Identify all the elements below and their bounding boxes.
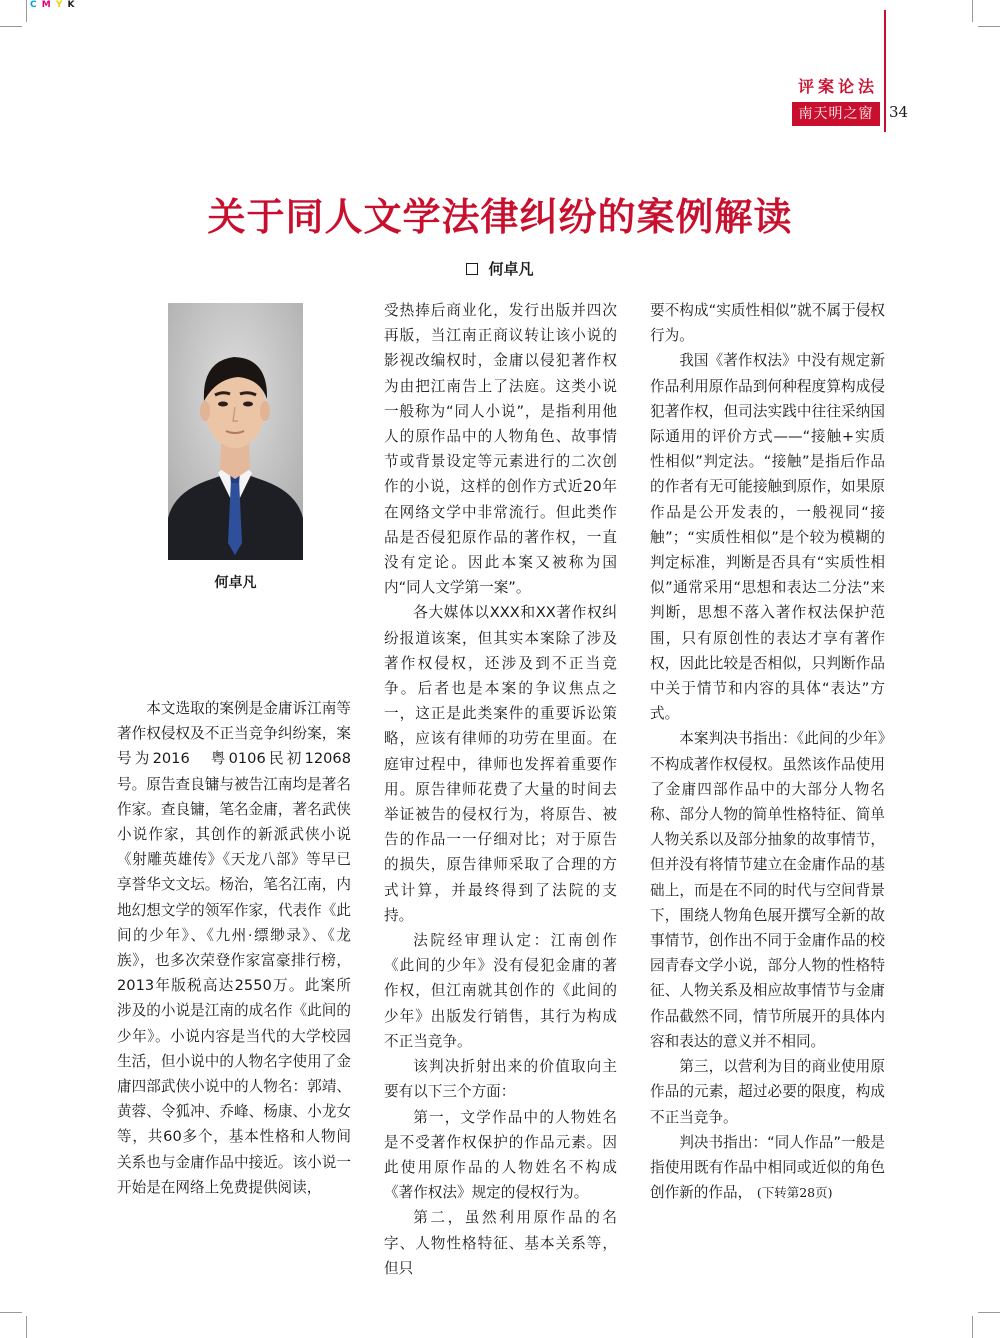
paragraph: 我国《著作权法》中没有规定新作品利用原作品到何种程度算构成侵犯著作权，但司法实践中往往采纳国际通用的评价方式——“接触+实质性相似”判定法。“接触”是指后作品的作者有无可能接触到原作，如果原作品是公开发表的，一般视同“接触”；“实质性相似”是个较为模糊的判定标准，判断是否具有“实质性相似”通常采用“思想和表达二分法”来判断，思想不落入著作权法保护范围，只有原创性的表达才享有著作权，因此比较是否相似，只判断作品中关于情节和内容的具体“表达”方式。 (650, 352, 885, 723)
paragraph-last (650, 1130, 885, 1206)
portrait-illustration (168, 303, 303, 560)
byline-square-icon (466, 263, 478, 275)
article-column-3 (650, 298, 885, 1205)
paragraph: 法院经审理认定：江南创作《此间的少年》没有侵犯金庸的著作权，但江南就其创作的《此间的少年》出版发行销售，其行为构成不正当竞争。 (384, 932, 617, 1050)
crop-mark (0, 26, 22, 27)
author-photo (168, 303, 303, 560)
section-label: 评案论法 (797, 77, 878, 96)
paragraph: 第一，文学作品中的人物姓名是不受著作权保护的作品元素。因此使用原作品的人物姓名不构成《著作权法》规定的侵权行为。 (384, 1108, 617, 1202)
paragraph: 第二，虽然利用原作品的名字、人物性格特征、基本关系等，但只 (384, 1209, 617, 1277)
paragraph: 各大媒体以XXX和XX著作权纠纷报道该案，但其实本案除了涉及著作权侵权，还涉及到不正当竞争。后者也是本案的争议焦点之一，这正是此类案件的重要诉讼策略，应该有律师的功劳在里面。在庭审过程中，律师也发挥着重要作用。原告律师花费了大量的时间去举证被告的侵权行为，将原告、被告的作品一一仔细对比；对于原告的损失，原告律师采取了合理的方式计算，并最终得到了法院的支持。 (384, 604, 617, 924)
cmyk-c: C (30, 0, 38, 10)
cmyk-m: M (41, 0, 52, 10)
paragraph: 该判决折射出来的价值取向主要有以下三个方面： (384, 1058, 617, 1101)
article-title: 关于同人文学法律纠纷的案例解读 (207, 195, 793, 239)
article-column-2 (384, 298, 617, 1281)
cmyk-y: Y (55, 0, 64, 10)
byline (0, 258, 1000, 279)
header-rule (884, 10, 886, 132)
author-name: 何卓凡 (488, 260, 534, 278)
paragraph: 第三，以营利为目的商业使用原作品的元素，超过必要的限度，构成不正当竞争。 (650, 1058, 885, 1126)
crop-mark (978, 1312, 1000, 1313)
crop-mark (972, 1316, 973, 1338)
page-number: 34 (889, 103, 909, 121)
paragraph-text: 判决书指出：“同人作品”一般是指使用既有作品中相同或近似的角色创作新的作品， (650, 1133, 885, 1202)
article-column-1 (117, 696, 351, 1200)
cmyk-color-bar (30, 0, 76, 10)
crop-mark (26, 1316, 27, 1338)
continued-on-note[interactable]: (下转第28页) (756, 1185, 833, 1201)
crop-mark (0, 1312, 22, 1313)
crop-mark (26, 0, 27, 22)
crop-mark (978, 26, 1000, 27)
paragraph-continued: 受热捧后商业化，发行出版并四次再版，当江南正商议转让该小说的影视改编权时，金庸以侵犯著作权为由把江南告上了法庭。这类小说一般称为“同人小说”，是指利用他人的原作品中的人物角色、故事情节或背景设定等元素进行的二次创作的小说，这样的创作方式近20年在网络文学中非常流行。但此类作品是否侵犯原作品的著作权，一直没有定论。因此本案又被称为国内“同人文学第一案”。 (384, 302, 617, 597)
paragraph-continued: 要不构成“实质性相似”就不属于侵权行为。 (650, 302, 885, 345)
paragraph: 本案判决书指出：《此间的少年》不构成著作权侵权。虽然该作品使用了金庸四部作品中的大部分人物名称、部分人物的简单性格特征、简单人物关系以及部分抽象的故事情节，但并没有将情节建立在金庸作品的基础上，而是在不同的时代与空间背景下，围绕人物角色展开撰写全新的故事情节，创作出不同于金庸作品的校园青春文学小说，部分人物的性格特征、人物关系及相应故事情节与金庸作品截然不同，情节所展开的具体内容和表达的意义并不相同。 (650, 730, 885, 1050)
crop-mark (972, 0, 973, 22)
photo-caption: 何卓凡 (214, 575, 257, 591)
column-badge: 南天明之窗 (792, 102, 880, 126)
paragraph: 本文选取的案例是金庸诉江南等著作权侵权及不正当竞争纠纷案，案号为2016 粤0106民初12068号。原告查良镛与被告江南均是著名作家。查良镛，笔名金庸，著名武侠小说作家，其创作的新派武侠小说《射雕英雄传》《天龙八部》等早已享誉华文文坛。杨治，笔名江南，内地幻想文学的领军作家，代表作《此间的少年》、《九州·缥缈录》、《龙族》，也多次荣登作家富豪排行榜，2013年版税高达2550万。此案所涉及的小说是江南的成名作《此间的少年》。小说内容是当代的大学校园生活，但小说中的人物名字使用了金庸四部武侠小说中的人物名：郭靖、黄蓉、令狐冲、乔峰、杨康、小龙女等，共60多个，基本性格和人物间关系也与金庸作品中接近。该小说一开始是在网络上免费提供阅读， (117, 700, 351, 1196)
cmyk-k: K (67, 0, 76, 10)
